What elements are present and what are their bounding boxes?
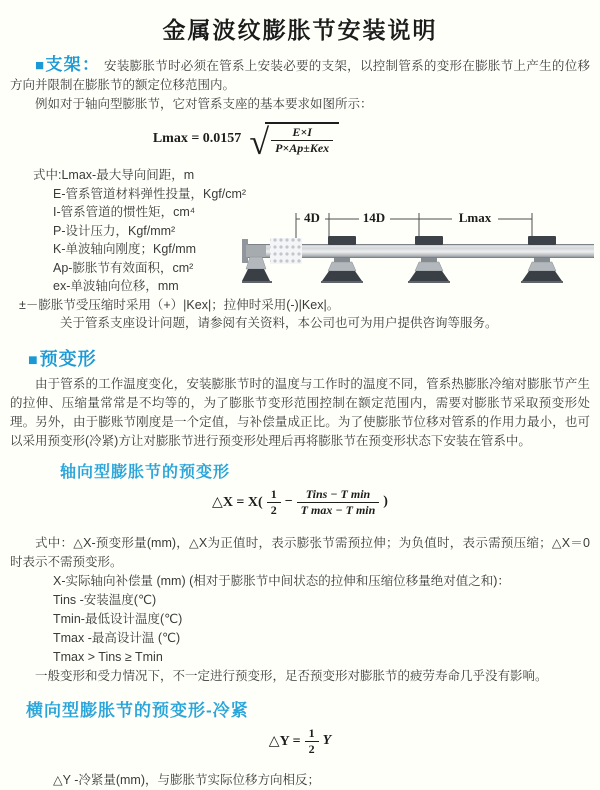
axial-formula-minus: −: [284, 494, 293, 510]
predeform-paragraph: 由于管系的工作温度变化，安装膨胀节时的温度与工作时的温度不同，管系热膨胀冷缩对膨胀节产生的拉伸、压缩量常常是不均等的，为了膨胀节变形范围控制在额定范围内，需要对膨胀节采取预变形处理。另外，由于膨账节刚度是一个定值，与补偿量成正比。为了使膨胀节位移对管系的作用力最小，也可以采用预变形(冷紧)方让对膨胀节进行预变形处理后再将膨胀节在预变形状态下安装在管系中。: [10, 376, 590, 448]
definition-line-plusminus: ±－膨胀节受压缩时采用（+）|Kex|；拉伸时采用(-)|Kex|。: [19, 297, 340, 312]
lmax-formula-lhs: Lmax = 0.0157: [152, 130, 242, 146]
guide-support: [521, 236, 563, 283]
pipe-support-diagram: [242, 209, 594, 289]
lateral-note-line: △Y -冷紧量(mm)，与膨胀节实际位移方向相反；: [53, 772, 321, 787]
definition-line: E-管系管道材料弹性投量，Kgf/cm²: [53, 186, 247, 201]
lateral-frac-den: 2: [308, 741, 315, 756]
guide-support: [321, 236, 363, 283]
axial-note-line: Tmin-最低设计温度(℃): [53, 611, 183, 626]
consulting-note-line: 关于管系支座设计问题，请参阅有关资料，本公司也可为用户提供咨询等服务。: [60, 316, 498, 330]
subheading-axial: 轴向型膨胀节的预变形: [60, 463, 231, 481]
axial-formula-lhs: △X = X(: [212, 494, 263, 510]
axial-note-line: X-实际轴向补偿量 (mm) (相对于膨胀节中间状态的拉伸和压缩位移量绝对值之和)：: [53, 573, 510, 588]
guide-support: [408, 236, 450, 283]
lateral-frac-num: 1: [305, 727, 319, 742]
axial-frac-num: Tins − T min: [297, 488, 380, 503]
lateral-formula-rhs: Y: [322, 733, 332, 749]
axial-frac-den: T max − T min: [300, 502, 376, 517]
definition-line: 式中:Lmax-最大导向间距，m: [33, 168, 195, 182]
axial-half-num: 1: [267, 488, 281, 503]
page-title: 金属波纹膨胀节安装说明: [162, 17, 438, 43]
dimension-label-lmax: Lmax: [458, 210, 492, 225]
definition-line: ex-单波轴向位移，mm: [53, 279, 179, 293]
axial-note-line: Tmax -最高设计温 (℃): [53, 630, 181, 645]
support-example-line: 例如对于轴向型膨胀节，它对管系支座的基本要求如图所示：: [35, 97, 373, 111]
section-marker-icon: ■: [35, 57, 45, 74]
section-marker-icon: ■: [28, 351, 39, 369]
axial-note-line: Tmax > Tins ≥ Tmin: [53, 649, 163, 664]
definition-line: P-设计压力，Kgf/mm²: [53, 223, 176, 238]
section-heading-predeform: [28, 345, 600, 371]
axial-formula: [0, 488, 600, 526]
lmax-formula: [0, 122, 490, 162]
lateral-formula-lhs: △Y =: [268, 733, 301, 749]
document-page: [0, 12, 600, 787]
dimension-label-4d: 4D: [304, 210, 320, 225]
lmax-formula-denominator: P×Ap±Kex: [275, 141, 330, 156]
axial-shizhong-note: 式中：△X-预变形量(mm)，△X为正值时，表示膨张节需预拉伸；为负值时，表示需预压缩；△X＝0时表示不需预变形。: [10, 535, 590, 569]
lateral-formula: [0, 727, 600, 761]
axial-half-den: 2: [270, 502, 277, 517]
lmax-formula-numerator: E×I: [271, 126, 333, 141]
subheading-lateral: 横向型膨胀节的预变形-冷紧: [26, 700, 249, 720]
section-heading-support: 支架：: [45, 55, 101, 74]
axial-closing-line: 一般变形和受力情况下，不一定进行预变形，足否预变形对膨胀节的疲劳寿命几乎没有影响。: [35, 668, 548, 683]
definition-line: Ap-膨胀节有效面积，cm²: [53, 260, 194, 275]
dimension-label-14d: 14D: [362, 210, 386, 225]
axial-note-line: Tins -安装温度(℃): [53, 592, 157, 607]
support-intro-paragraph: [10, 55, 590, 95]
definition-line: I-管系管道的惯性矩，cm⁴: [53, 205, 196, 219]
sqrt-radical-group: √ $\frac{E\times I}{\text{P×Ap±Kex}}$: [249, 122, 339, 155]
bellows-joint: [270, 238, 302, 264]
axial-formula-rhs: ): [383, 494, 388, 510]
support-intro-text: 安装膨胀节时必须在管系上安装必要的支架，以控制管系的变形在膨胀节上产生的位移方向并限制在膨胀节的额定位移范围内。: [10, 59, 590, 92]
predeform-heading-text: 预变形: [39, 348, 97, 369]
definition-line: K-单波轴向刚度；Kgf/mm: [53, 242, 197, 256]
